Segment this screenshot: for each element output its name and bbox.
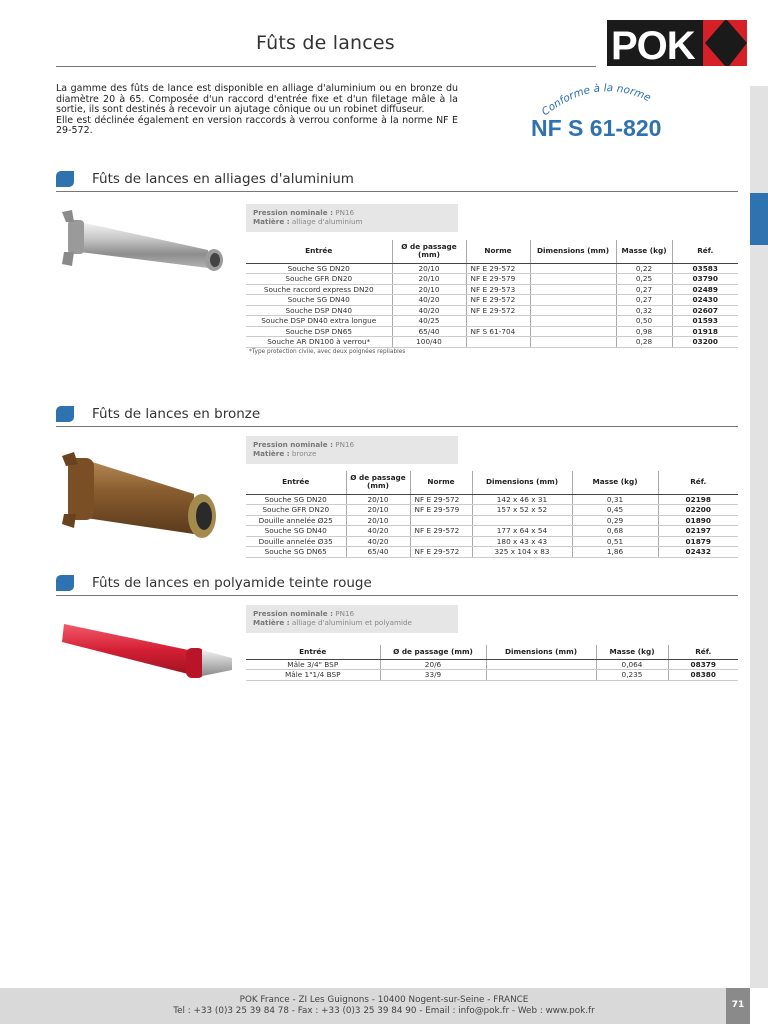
table-cell: 20/10 <box>392 274 466 285</box>
table-cell: 20/10 <box>392 263 466 274</box>
table-cell: 40/20 <box>392 305 466 316</box>
table-row <box>246 326 738 337</box>
reference-cell: 03200 <box>672 337 738 348</box>
table-cell: 0,32 <box>616 305 672 316</box>
table-cell: 100/40 <box>392 337 466 348</box>
table-cell: 0,28 <box>616 337 672 348</box>
table-cell: 0,064 <box>596 659 668 670</box>
table-cell <box>486 670 596 681</box>
table-cell: 20/10 <box>346 515 410 526</box>
table-cell: NF E 29-572 <box>466 305 530 316</box>
reference-cell: 01879 <box>658 536 738 547</box>
table-cell: Souche SG DN40 <box>246 295 392 306</box>
column-header: Réf. <box>672 240 738 263</box>
table-row <box>246 515 738 526</box>
table-cell <box>530 284 616 295</box>
column-header: Masse (kg) <box>616 240 672 263</box>
column-header: Masse (kg) <box>572 471 658 494</box>
spec-material-value: bronze <box>291 449 317 458</box>
table-cell: 180 x 43 x 43 <box>472 536 572 547</box>
table-header-row <box>246 645 738 659</box>
table-row <box>246 659 738 670</box>
column-header: Ø de passage (mm) <box>392 240 466 263</box>
table-cell <box>530 337 616 348</box>
norm-arc-text: Conforme à la norme <box>539 82 653 119</box>
reference-cell: 02430 <box>672 295 738 306</box>
intro-text <box>56 84 458 137</box>
table-cell <box>530 263 616 274</box>
table-cell <box>530 305 616 316</box>
column-header: Réf. <box>668 645 738 659</box>
spec-pressure-label: Pression nominale : <box>253 609 333 618</box>
table-cell: 40/25 <box>392 316 466 327</box>
svg-text:Conforme à la norme <box>540 82 653 118</box>
norm-number: NF S 61-820 <box>531 115 662 141</box>
table-cell: NF E 29-579 <box>410 505 472 516</box>
table-cell <box>472 515 572 526</box>
intro-paragraph-2: Elle est déclinée également en version raccords à verrou conforme à la norme NF E 29-572. <box>56 114 458 137</box>
aluminium-nozzle-image <box>58 208 226 274</box>
table-cell: 0,45 <box>572 505 658 516</box>
table-cell <box>410 515 472 526</box>
table-cell: Mâle 3/4" BSP <box>246 659 380 670</box>
section-marker-icon <box>56 575 74 591</box>
column-header: Réf. <box>658 471 738 494</box>
table-cell: 20/10 <box>346 494 410 505</box>
table-row <box>246 536 738 547</box>
table-cell <box>466 337 530 348</box>
spec-pressure-value: PN16 <box>335 609 355 618</box>
table-cell: 0,27 <box>616 295 672 306</box>
table-cell <box>410 536 472 547</box>
table-row <box>246 295 738 306</box>
title-divider <box>56 66 596 67</box>
table-cell: 65/40 <box>392 326 466 337</box>
table-header-row <box>246 471 738 494</box>
bronze-nozzle-image <box>60 452 220 552</box>
reference-cell: 01890 <box>658 515 738 526</box>
spec-material-label: Matière : <box>253 217 290 226</box>
section-divider <box>56 426 738 427</box>
reference-cell: 02198 <box>658 494 738 505</box>
table-cell <box>530 295 616 306</box>
chapter-tab[interactable] <box>750 193 768 245</box>
table-cell: Souche SG DN40 <box>246 526 346 537</box>
reference-cell: 08380 <box>668 670 738 681</box>
polyamide-nozzle-image <box>60 618 236 684</box>
section-title: Fûts de lances en bronze <box>92 406 261 422</box>
table-cell: NF E 29-573 <box>466 284 530 295</box>
table-cell <box>530 316 616 327</box>
reference-cell: 02200 <box>658 505 738 516</box>
column-header: Ø de passage (mm) <box>380 645 486 659</box>
spec-pressure-value: PN16 <box>335 440 355 449</box>
column-header: Masse (kg) <box>596 645 668 659</box>
column-header: Entrée <box>246 645 380 659</box>
table-row <box>246 316 738 327</box>
table-cell: Souche raccord express DN20 <box>246 284 392 295</box>
table-cell <box>486 659 596 670</box>
norm-badge <box>525 80 685 150</box>
table-cell: NF E 29-572 <box>466 263 530 274</box>
table-row <box>246 505 738 516</box>
table-cell <box>530 326 616 337</box>
table-cell: NF E 29-572 <box>466 295 530 306</box>
table-cell: 325 x 104 x 83 <box>472 547 572 558</box>
table-footnote: *Type protection civile, avec deux poignées repliables <box>249 349 406 355</box>
table-cell: Souche DSP DN40 extra longue <box>246 316 392 327</box>
reference-cell: 03583 <box>672 263 738 274</box>
spec-box-aluminium <box>246 204 458 232</box>
spec-pressure-label: Pression nominale : <box>253 208 333 217</box>
table-cell: 40/20 <box>346 526 410 537</box>
footer-address: POK France - ZI Les Guignons - 10400 Nogent-sur-Seine - FRANCE <box>239 995 529 1005</box>
spec-material-label: Matière : <box>253 618 290 627</box>
table-cell: Souche SG DN20 <box>246 263 392 274</box>
footer-contact: Tel : +33 (0)3 25 39 84 78 - Fax : +33 (0)3 25 39 84 90 - Email : info@pok.fr - Web : www.pok.fr <box>173 1006 595 1016</box>
table-cell: NF E 29-579 <box>466 274 530 285</box>
table-cell: 0,235 <box>596 670 668 681</box>
table-cell: 0,50 <box>616 316 672 327</box>
table-cell: 0,31 <box>572 494 658 505</box>
column-header: Ø de passage (mm) <box>346 471 410 494</box>
table-row <box>246 337 738 348</box>
table-row <box>246 263 738 274</box>
reference-cell: 02432 <box>658 547 738 558</box>
table-row <box>246 305 738 316</box>
table-cell: 0,68 <box>572 526 658 537</box>
section-divider <box>56 191 738 192</box>
table-cell: 20/6 <box>380 659 486 670</box>
column-header: Norme <box>410 471 472 494</box>
spec-pressure-value: PN16 <box>335 208 355 217</box>
table-cell: 20/10 <box>392 284 466 295</box>
table-cell: 40/20 <box>392 295 466 306</box>
table-row <box>246 494 738 505</box>
table-cell: Souche GFR DN20 <box>246 274 392 285</box>
table-cell: Souche SG DN65 <box>246 547 346 558</box>
section-header-aluminium <box>56 171 738 193</box>
table-cell: 1,86 <box>572 547 658 558</box>
reference-cell: 02197 <box>658 526 738 537</box>
aluminium-table <box>246 240 738 348</box>
table-cell: NF E 29-572 <box>410 494 472 505</box>
table-cell: NF E 29-572 <box>410 547 472 558</box>
table-cell: 177 x 64 x 54 <box>472 526 572 537</box>
intro-paragraph-1: La gamme des fûts de lance est disponible en alliage d'aluminium ou en bronze du diamètre 20 à 65. Composée d'un raccord d'entrée fixe et d'un filetage mâle à la sortie, ils sont destinés à recevoir un ajutage cônique ou un robinet diffuseur. <box>56 83 458 116</box>
table-cell: 157 x 52 x 52 <box>472 505 572 516</box>
table-cell: NF S 61-704 <box>466 326 530 337</box>
table-cell: 33/9 <box>380 670 486 681</box>
reference-cell: 08379 <box>668 659 738 670</box>
table-cell: NF E 29-572 <box>410 526 472 537</box>
table-cell: 65/40 <box>346 547 410 558</box>
table-cell: Douille annelée Ø25 <box>246 515 346 526</box>
table-row <box>246 670 738 681</box>
spec-material-value: alliage d'aluminium <box>291 217 363 226</box>
column-header: Dimensions (mm) <box>530 240 616 263</box>
table-cell: Douille annelée Ø35 <box>246 536 346 547</box>
table-cell <box>466 316 530 327</box>
table-cell: 0,98 <box>616 326 672 337</box>
spec-box-polyamide <box>246 605 458 633</box>
section-header-bronze <box>56 406 738 428</box>
section-divider <box>56 595 738 596</box>
table-row <box>246 284 738 295</box>
spec-material-label: Matière : <box>253 449 290 458</box>
table-header-row <box>246 240 738 263</box>
bronze-table <box>246 471 738 558</box>
table-cell: 40/20 <box>346 536 410 547</box>
section-title: Fûts de lances en alliages d'aluminium <box>92 171 354 187</box>
column-header: Dimensions (mm) <box>486 645 596 659</box>
section-marker-icon <box>56 406 74 422</box>
logo-text: POK <box>611 24 695 66</box>
table-cell <box>530 274 616 285</box>
table-cell: 0,25 <box>616 274 672 285</box>
reference-cell: 01918 <box>672 326 738 337</box>
page-number: 71 <box>731 1000 745 1010</box>
section-marker-icon <box>56 171 74 187</box>
section-title: Fûts de lances en polyamide teinte rouge <box>92 575 372 591</box>
column-header: Entrée <box>246 240 392 263</box>
reference-cell: 02607 <box>672 305 738 316</box>
column-header: Entrée <box>246 471 346 494</box>
table-cell: 0,51 <box>572 536 658 547</box>
reference-cell: 01593 <box>672 316 738 327</box>
section-header-polyamide <box>56 575 738 597</box>
column-header: Norme <box>466 240 530 263</box>
table-row <box>246 547 738 558</box>
pok-logo <box>607 20 747 66</box>
table-cell: 20/10 <box>346 505 410 516</box>
table-cell: Souche GFR DN20 <box>246 505 346 516</box>
table-cell: Souche DSP DN40 <box>246 305 392 316</box>
page-title: Fûts de lances <box>256 32 395 54</box>
spec-material-value: alliage d'aluminium et polyamide <box>291 618 412 627</box>
table-row <box>246 526 738 537</box>
column-header: Dimensions (mm) <box>472 471 572 494</box>
spec-pressure-label: Pression nominale : <box>253 440 333 449</box>
table-cell: 0,22 <box>616 263 672 274</box>
footer <box>0 988 726 1024</box>
reference-cell: 03790 <box>672 274 738 285</box>
polyamide-table <box>246 645 738 681</box>
spec-box-bronze <box>246 436 458 464</box>
reference-cell: 02489 <box>672 284 738 295</box>
table-cell: Souche DSP DN65 <box>246 326 392 337</box>
table-cell: Mâle 1"1/4 BSP <box>246 670 380 681</box>
table-cell: 142 x 46 x 31 <box>472 494 572 505</box>
table-cell: Souche AR DN100 à verrou* <box>246 337 392 348</box>
table-cell: 0,27 <box>616 284 672 295</box>
table-row <box>246 274 738 285</box>
table-cell: 0,29 <box>572 515 658 526</box>
table-cell: Souche SG DN20 <box>246 494 346 505</box>
